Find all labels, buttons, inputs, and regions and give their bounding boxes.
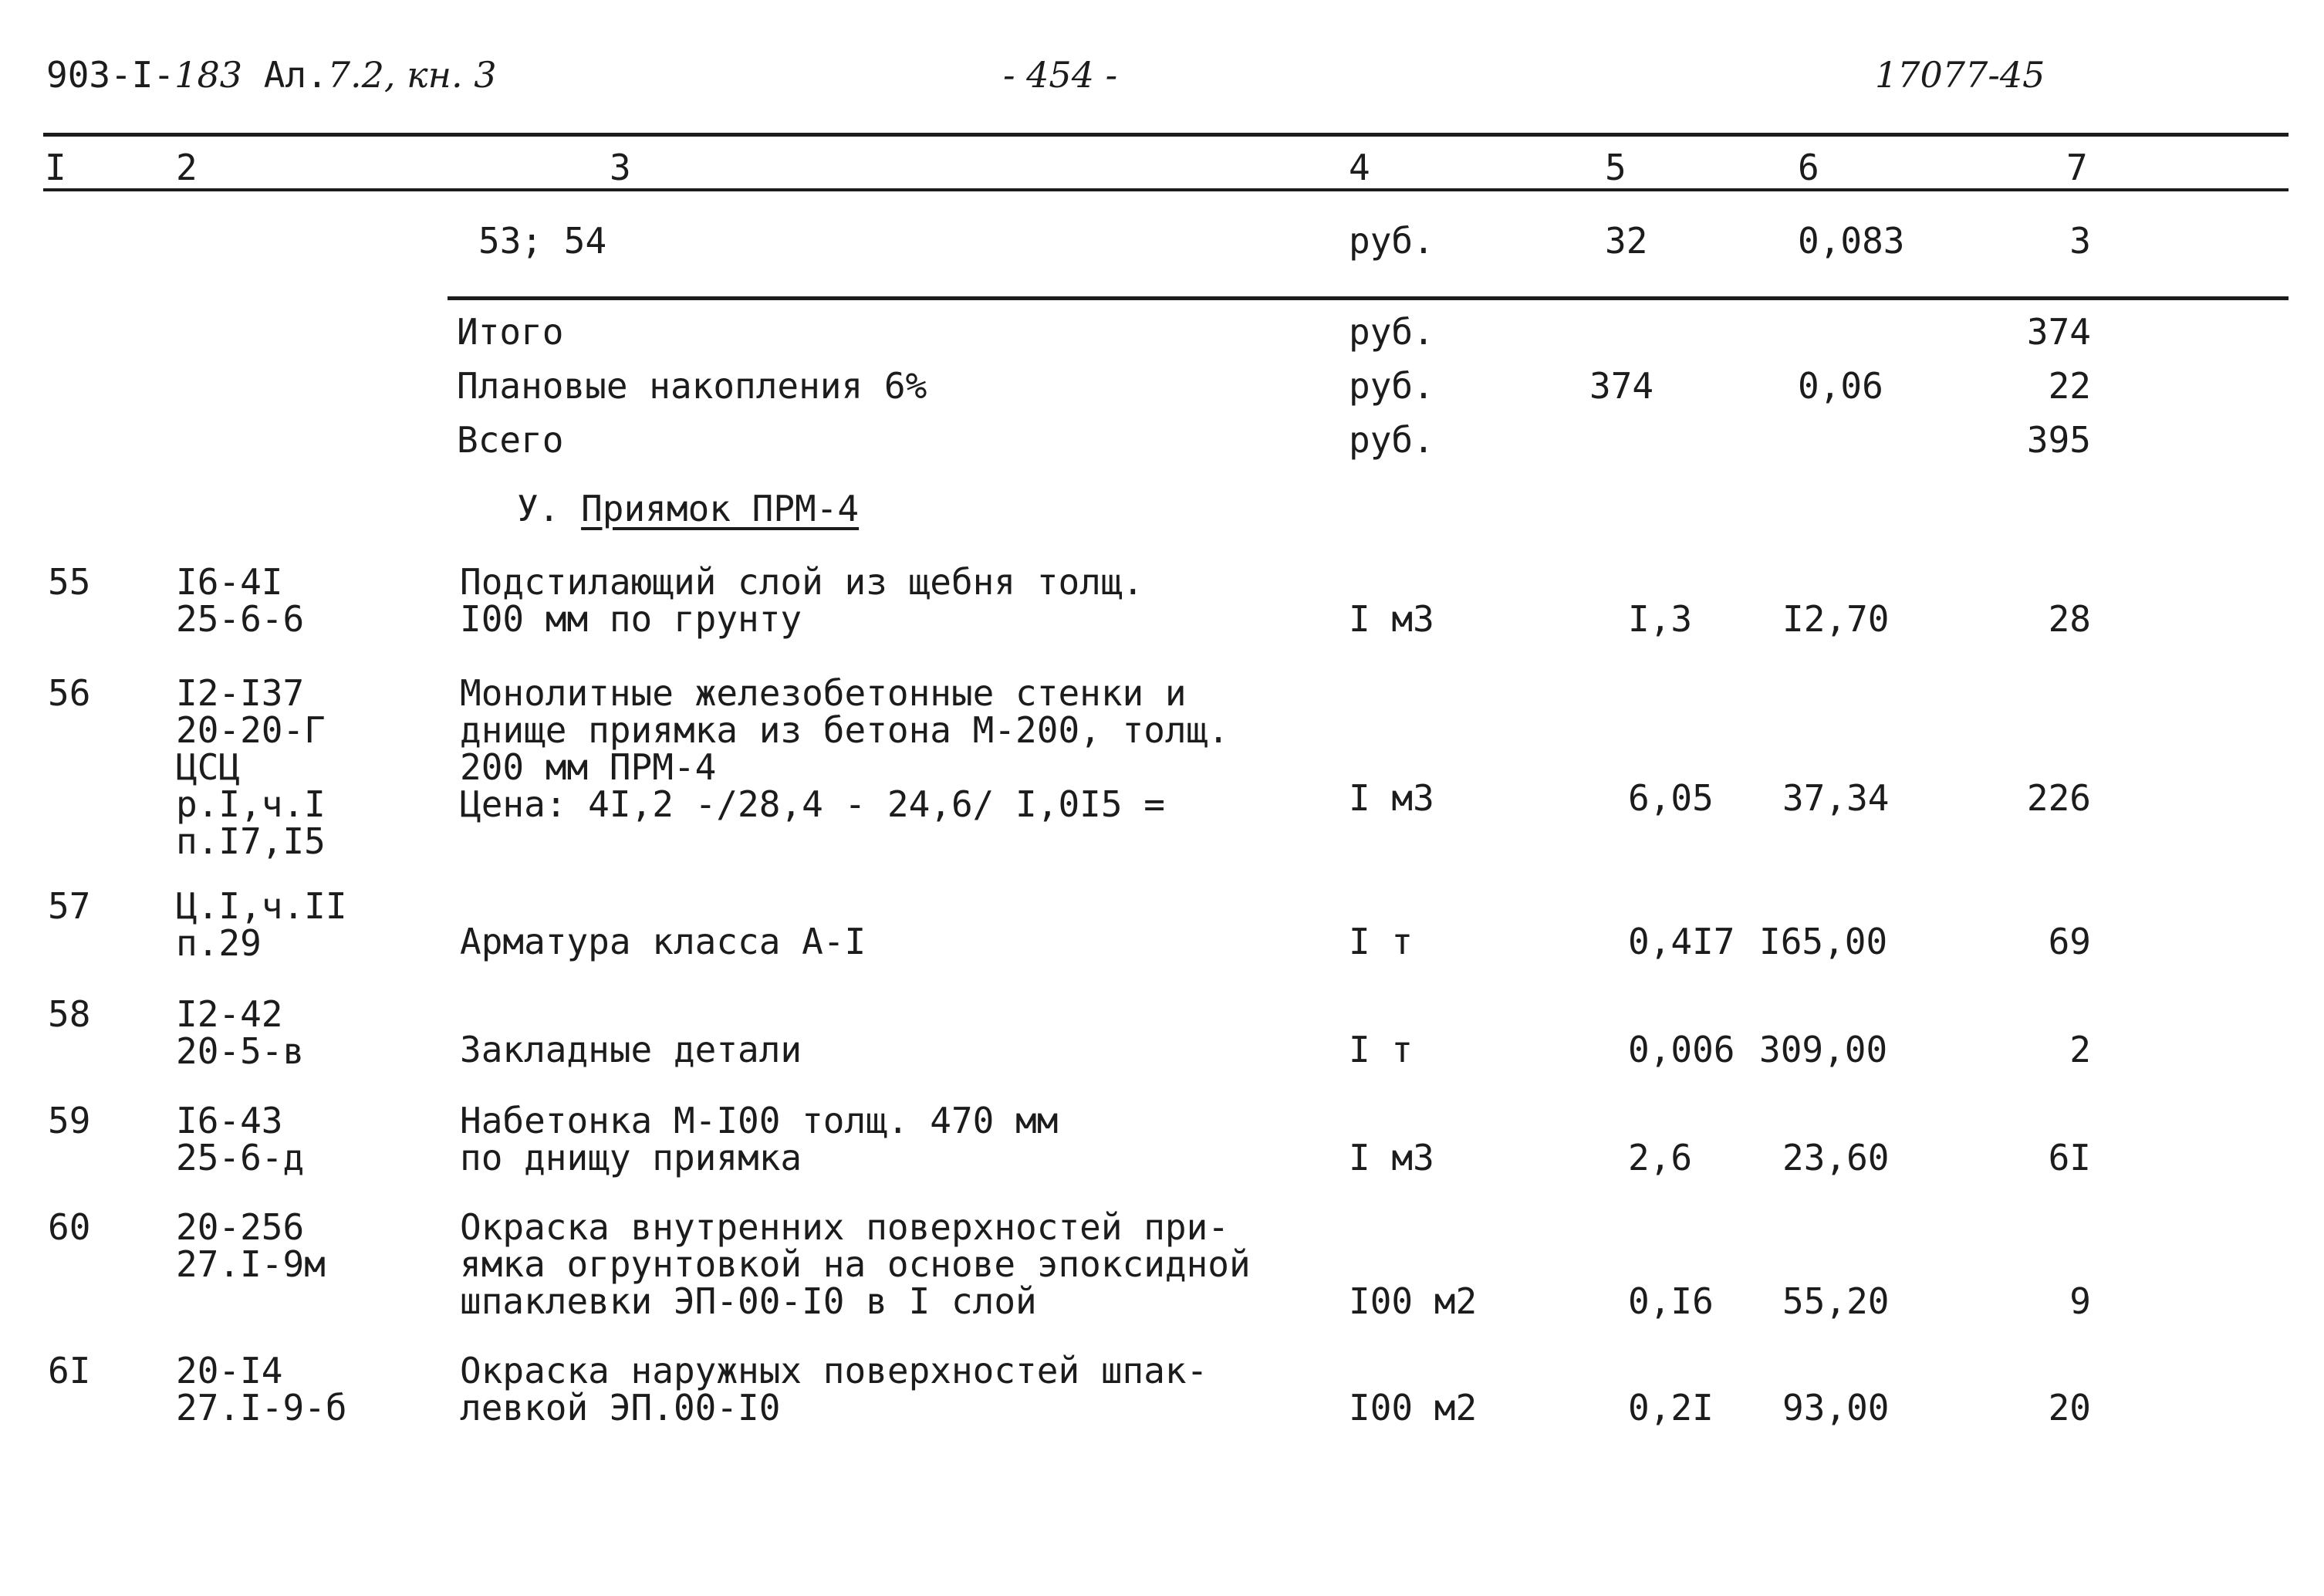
summary-qty: 374 bbox=[1589, 365, 1654, 407]
row-number: 58 bbox=[48, 993, 91, 1035]
row-description: Монолитные железобетонные стенки и днище приямка из бетона М-200, толщ. 200 мм ПРМ-4 Цена: 4I,2 -/28,4 - 24,6/ I,0I5 = bbox=[460, 672, 1229, 825]
carry-price: 0,083 bbox=[1798, 220, 1905, 262]
row-number: 59 bbox=[48, 1100, 91, 1141]
row-number: 56 bbox=[48, 672, 91, 714]
row-unit: I00 м2 bbox=[1349, 1280, 1478, 1322]
row-total: 9 bbox=[2069, 1280, 2091, 1322]
row-total: 226 bbox=[2026, 777, 2091, 819]
row-description: Окраска наружных поверхностей шпак- левкой ЭП.00-I0 bbox=[460, 1350, 1208, 1429]
row-code: I2-I37 20-20-Г ЦСЦ р.I,ч.I п.I7,I5 bbox=[176, 672, 326, 862]
summary-unit: руб. bbox=[1349, 311, 1434, 353]
row-description: Арматура класса А-I bbox=[460, 921, 866, 962]
carry-unit: руб. bbox=[1349, 220, 1434, 262]
row-total: 6I bbox=[2048, 1137, 2091, 1178]
row-description: Набетонка М-I00 толщ. 470 мм по днищу приямка bbox=[460, 1100, 1059, 1178]
summary-unit: руб. bbox=[1349, 419, 1434, 461]
row-price: 55,20 bbox=[1782, 1280, 1890, 1322]
row-unit: I00 м2 bbox=[1349, 1387, 1478, 1429]
row-quantity: 0,4I7 bbox=[1628, 921, 1735, 962]
document-number: 17077-45 bbox=[1875, 54, 2045, 96]
row-number: 60 bbox=[48, 1206, 91, 1248]
row-quantity: I,3 bbox=[1628, 598, 1693, 640]
album-handwritten: 7.2, кн. 3 bbox=[327, 54, 497, 96]
row-unit: I т bbox=[1349, 921, 1414, 962]
column-header-rule bbox=[43, 188, 2289, 191]
row-unit: I м3 bbox=[1349, 598, 1434, 640]
section-prefix: У. bbox=[517, 488, 560, 529]
row-total: 69 bbox=[2048, 921, 2091, 962]
row-description: Окраска внутренних поверхностей при- ямка огрунтовкой на основе эпоксидной шпаклевки ЭП-00-I0 в I слой bbox=[460, 1206, 1251, 1322]
carry-qty: 32 bbox=[1605, 220, 1648, 262]
row-quantity: 2,6 bbox=[1628, 1137, 1693, 1178]
summary-label: Всего bbox=[457, 419, 564, 461]
doc-code-handwritten: 183 bbox=[174, 54, 242, 96]
row-price: 309,00 bbox=[1759, 1029, 1888, 1070]
row-quantity: 0,006 bbox=[1628, 1029, 1735, 1070]
row-code: 20-I4 27.I-9-б bbox=[176, 1350, 347, 1429]
row-price: I65,00 bbox=[1759, 921, 1888, 962]
carry-desc: 53; 54 bbox=[478, 220, 607, 262]
column-number-7: 7 bbox=[2066, 147, 2088, 188]
column-number-1: I bbox=[45, 147, 66, 188]
row-number: 55 bbox=[48, 561, 91, 603]
row-code: Ц.I,ч.II п.29 bbox=[176, 885, 347, 964]
row-unit: I м3 bbox=[1349, 777, 1434, 819]
doc-code-printed: 903-I- bbox=[46, 54, 175, 96]
page-number: - 454 - bbox=[1003, 54, 1118, 96]
section-name: Приямок ПРМ-4 bbox=[581, 488, 860, 529]
row-description: Закладные детали bbox=[460, 1029, 802, 1070]
subtotal-rule bbox=[448, 296, 2289, 300]
summary-total: 374 bbox=[2026, 311, 2091, 353]
column-number-2: 2 bbox=[176, 147, 198, 188]
column-number-3: 3 bbox=[610, 147, 631, 188]
row-unit: I т bbox=[1349, 1029, 1414, 1070]
summary-label: Итого bbox=[457, 311, 564, 353]
row-unit: I м3 bbox=[1349, 1137, 1434, 1178]
row-description: Подстилающий слой из щебня толщ. I00 мм по грунту bbox=[460, 561, 1144, 640]
summary-label: Плановые накопления 6% bbox=[457, 365, 927, 407]
summary-unit: руб. bbox=[1349, 365, 1434, 407]
summary-total: 395 bbox=[2026, 419, 2091, 461]
column-number-6: 6 bbox=[1798, 147, 1819, 188]
row-quantity: 0,I6 bbox=[1628, 1280, 1714, 1322]
summary-total: 22 bbox=[2048, 365, 2091, 407]
row-total: 2 bbox=[2069, 1029, 2091, 1070]
album-printed: Ал. bbox=[263, 54, 328, 96]
row-code: I6-43 25-6-д bbox=[176, 1100, 305, 1178]
document-code bbox=[46, 54, 496, 96]
row-price: 23,60 bbox=[1782, 1137, 1890, 1178]
carry-total: 3 bbox=[2069, 220, 2091, 262]
row-price: 37,34 bbox=[1782, 777, 1890, 819]
column-number-4: 4 bbox=[1349, 147, 1370, 188]
row-number: 6I bbox=[48, 1350, 91, 1391]
summary-price: 0,06 bbox=[1798, 365, 1883, 407]
row-quantity: 0,2I bbox=[1628, 1387, 1714, 1429]
row-code: 20-256 27.I-9м bbox=[176, 1206, 326, 1285]
row-number: 57 bbox=[48, 885, 91, 927]
top-rule bbox=[43, 133, 2289, 137]
row-code: I6-4I 25-6-6 bbox=[176, 561, 305, 640]
row-total: 20 bbox=[2048, 1387, 2091, 1429]
row-total: 28 bbox=[2048, 598, 2091, 640]
row-code: I2-42 20-5-в bbox=[176, 993, 305, 1072]
row-price: I2,70 bbox=[1782, 598, 1890, 640]
row-price: 93,00 bbox=[1782, 1387, 1890, 1429]
column-number-5: 5 bbox=[1605, 147, 1626, 188]
section-title bbox=[517, 488, 859, 529]
row-quantity: 6,05 bbox=[1628, 777, 1714, 819]
